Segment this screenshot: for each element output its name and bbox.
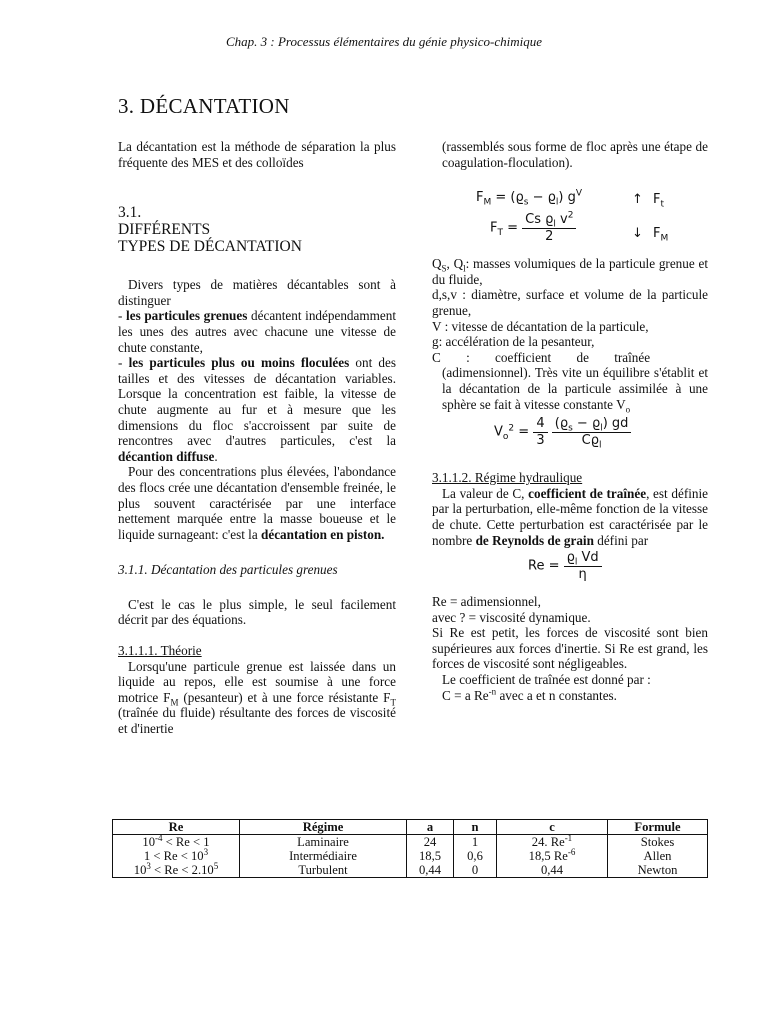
cell-sup: 3: [146, 860, 151, 871]
cell-regime: Turbulent: [240, 863, 407, 878]
cell-a: 24: [407, 835, 454, 850]
viscosity-definition: avec ? = viscosité dynamique.: [432, 609, 591, 625]
equation-reynolds: [528, 550, 708, 594]
table-header-row: [113, 820, 708, 835]
col-re: Re: [113, 820, 240, 835]
cell-c: [497, 846, 608, 863]
col-c: c: [497, 820, 608, 835]
def-text: : masses volumiques de la particule grenue et du fluide,: [432, 256, 708, 287]
section-title: 3. DÉCANTATION: [118, 94, 290, 118]
paragraph-re-cases: Si Re est petit, les forces de viscosité sont bien supérieures aux forces d'inertie. Si Re est grand, les forces de viscosité sont négligeables.: [432, 625, 708, 672]
eq-symbol: ) g: [558, 190, 576, 206]
col-regime: Régime: [240, 820, 407, 835]
cell-sup: 5: [213, 860, 219, 871]
cell-text: 1 < Re < 10: [143, 849, 204, 863]
cell-sup: -6: [567, 846, 576, 857]
theory-text-b: (pesanteur) et à une force résistante F: [178, 689, 391, 705]
eq-symbol: F: [653, 192, 661, 208]
table-row: [113, 863, 708, 878]
cell-formule: Newton: [608, 863, 708, 878]
def-sub: S: [441, 263, 447, 274]
arrow-up-icon: ↑: [632, 192, 643, 208]
eq-sub: l: [553, 219, 556, 230]
heading-3-1-1: 3.1.1. Décantation des particules grenues: [118, 562, 338, 578]
eq-sub: s: [523, 197, 529, 208]
cell-text: 18,5 Re: [528, 849, 568, 863]
heading-3-1-line2: TYPES DE DÉCANTATION: [118, 238, 302, 256]
right-column: [432, 139, 708, 703]
force-arrow-up: [632, 192, 664, 208]
paragraph-simple-case: C'est le cas le plus simple, le seul facilement décrit par des équations.: [118, 596, 396, 628]
regime-table: [112, 819, 708, 878]
table-row: [113, 835, 708, 850]
intro-paragraph: La décantation est la méthode de séparation la plus fréquente des MES et des colloïdes: [118, 139, 396, 170]
eq-den: Cϱ: [581, 432, 599, 448]
cell-text: 10: [133, 863, 147, 877]
eq-sup: 2: [508, 423, 515, 434]
paragraph-concentrations-text: Pour des concentrations plus élevées, l'abondance des flocs crée une décantation d'ensemble freinée, le plus souvent caractérisée par une interface nettement marquée entre la masse boueuse et le liquide surnageant: c'est la: [118, 464, 396, 542]
regime-text: , est définie par la perturbation, elle-même fonction de la vitesse de chute. Cette perturbation est caractérisée par le nombre: [432, 485, 708, 548]
eq-den: 3: [536, 432, 545, 448]
eq-sub: l: [600, 423, 603, 434]
heading-3-1-number: 3.1.: [118, 204, 142, 222]
theory-text-c: (traînée du fluide) résultante des forces de viscosité et d'inertie: [118, 705, 396, 737]
cell-re: [113, 846, 240, 863]
definition-g: g: accélération de la pesanteur,: [432, 334, 595, 350]
formula-text: avec a et n constantes.: [496, 687, 617, 703]
definition-dsv: d,s,v : diamètre, surface et volume de la particule grenue,: [432, 287, 708, 318]
eq-fraction: [522, 212, 576, 244]
running-header: Chap. 3 : Processus élémentaires du génie physico-chimique: [225, 34, 543, 49]
cell-text: 10: [142, 835, 155, 849]
def-text: , Q: [446, 256, 464, 272]
re-adimensionnel: Re = adimensionnel,: [432, 594, 541, 610]
eq-num: ) gd: [602, 416, 629, 432]
decantation-piston-bold: décantation en piston.: [261, 526, 385, 542]
cell-formule: Stokes: [608, 835, 708, 850]
subscript-t: T: [390, 697, 396, 708]
eq-num: − ϱ: [572, 416, 601, 432]
eq-num: ϱ: [566, 550, 575, 566]
regime-text: La valeur de C,: [442, 485, 529, 501]
eq-symbol: F: [476, 190, 484, 206]
heading-3-1-line1: DIFFÉRENTS: [118, 221, 211, 239]
bullet-grenues: [118, 308, 396, 355]
bullet-grenues-text: décantent indépendamment les unes des autres avec chacune une vitesse de chute constante,: [118, 308, 396, 355]
eq-num: Cs ϱ: [525, 212, 554, 228]
eq-sup: V: [575, 188, 583, 199]
eq-num: Vd: [577, 550, 599, 566]
def-sub: l: [463, 263, 466, 274]
cell-c: [497, 832, 608, 850]
equation-ft: [490, 212, 576, 244]
formula-text: C = a Re: [442, 687, 489, 703]
heading-3-1-1-2: 3.1.1.2. Régime hydraulique: [432, 470, 583, 486]
eq-symbol: Re =: [528, 558, 564, 574]
definition-masses: [432, 256, 708, 287]
col-n: n: [454, 820, 497, 835]
eq-num: v: [555, 212, 568, 228]
bullet-floculees-text: ont des tailles et des vitesses de décantation variables. Lorsque la concentration est faible, la vitesse de chute augmente au fur et à mesure que les dimensions du floc s'accroissent par suite de rencontres avec d'autres particules, c'est la: [118, 355, 396, 449]
eq-num: (ϱ: [554, 416, 569, 432]
equation-fm: [476, 190, 582, 206]
eq-den: 2: [545, 228, 554, 244]
regime-text: défini par: [593, 532, 649, 548]
cell-a: 0,44: [407, 863, 454, 878]
eq-symbol: F: [490, 220, 498, 236]
period: .: [214, 448, 218, 464]
heading-3-1: [118, 204, 396, 255]
eq-sup: 2: [567, 210, 574, 221]
definition-c-continued: [432, 365, 708, 415]
eq-num: 4: [533, 416, 547, 433]
eq-sub: l: [599, 440, 602, 451]
theory-text-a: Lorsqu'une particule grenue est laissée dans un liquide au repos, elle est soumise à une force motrice F: [118, 658, 396, 705]
equation-forces: [432, 190, 708, 256]
eq-sub: o: [502, 432, 509, 443]
eq-fraction: [552, 416, 632, 451]
arrow-down-icon: ↓: [632, 226, 643, 242]
cell-text: < Re < 2.10: [150, 863, 214, 877]
eq-fraction: [564, 550, 602, 582]
left-column: [118, 139, 396, 737]
cell-text: 0,44: [540, 863, 564, 877]
cell-n: 0: [454, 863, 497, 878]
definition-c: C : coefficient de traînée: [432, 349, 651, 365]
coefficient-trainee-bold: coefficient de traînée: [528, 485, 647, 501]
cell-regime: Laminaire: [240, 835, 407, 850]
bullet-floculees-bold: les particules plus ou moins floculées: [128, 355, 350, 371]
eq-symbol: = (ϱ: [491, 190, 524, 206]
heading-3-1-1-1: 3.1.1.1. Théorie: [118, 643, 202, 659]
def-text: (adimensionnel). Très vite un équilibre s'établit et la décantation de la particule assimilée à une sphère se fait à vitesse constante V: [442, 365, 708, 412]
cell-sup: -4: [155, 832, 163, 843]
eq-symbol: F: [653, 226, 661, 242]
cell-n: 1: [454, 835, 497, 850]
bullet-dash: -: [118, 355, 129, 371]
bullet-floculees: [118, 355, 396, 464]
eq-den: η: [578, 566, 587, 582]
reynolds-bold: de Reynolds de grain: [475, 532, 594, 548]
eq-sub: s: [568, 423, 573, 434]
cell-re: [113, 860, 240, 878]
paragraph-theory: [118, 659, 396, 737]
def-sub: o: [625, 404, 631, 415]
paragraph-trainee-formula: Le coefficient de traînée est donné par :: [442, 672, 651, 688]
eq-sub: M: [660, 233, 669, 244]
eq-symbol: V: [494, 424, 503, 440]
cell-n: 0,6: [454, 849, 497, 863]
decantation-diffuse-bold: décantion diffuse: [118, 448, 215, 464]
cell-a: 18,5: [407, 849, 454, 863]
eq-sub: T: [497, 228, 503, 239]
force-arrow-down: [632, 226, 668, 242]
eq-sub: l: [574, 557, 578, 568]
paragraph-regime: [432, 486, 708, 548]
cell-sup: -1: [564, 832, 573, 843]
col-a: a: [407, 820, 454, 835]
eq-sub: M: [483, 197, 492, 208]
cell-sup: 3: [203, 846, 209, 857]
eq-sub: l: [555, 197, 559, 208]
cell-re: [113, 832, 240, 850]
formula-c: [432, 688, 708, 704]
cell-text: < Re < 1: [162, 835, 210, 849]
cell-text: 24. Re: [531, 835, 565, 849]
formula-sup: -n: [488, 686, 497, 697]
equation-velocity: [494, 416, 708, 456]
paragraph-floc: (rassemblés sous forme de floc après une étape de coagulation-floculation).: [442, 139, 708, 170]
definition-v: V : vitesse de décantation de la particule,: [432, 318, 649, 334]
table-row: [113, 849, 708, 863]
paragraph-types: Divers types de matières décantables sont à distinguer: [118, 277, 396, 308]
eq-symbol: − ϱ: [528, 190, 556, 206]
bullet-grenues-bold: les particules grenues: [126, 308, 248, 324]
eq-sub: t: [660, 199, 665, 210]
def-text: Q: [432, 256, 442, 272]
paragraph-concentrations: [118, 464, 396, 542]
cell-regime: Intermédiaire: [240, 849, 407, 863]
subscript-m: M: [170, 697, 179, 708]
col-formule: Formule: [608, 820, 708, 835]
eq-fraction: [533, 416, 547, 448]
bullet-dash: -: [118, 308, 127, 324]
eq-symbol: =: [514, 424, 534, 440]
eq-symbol: =: [502, 220, 523, 236]
cell-formule: Allen: [608, 849, 708, 863]
cell-c: [497, 863, 608, 878]
